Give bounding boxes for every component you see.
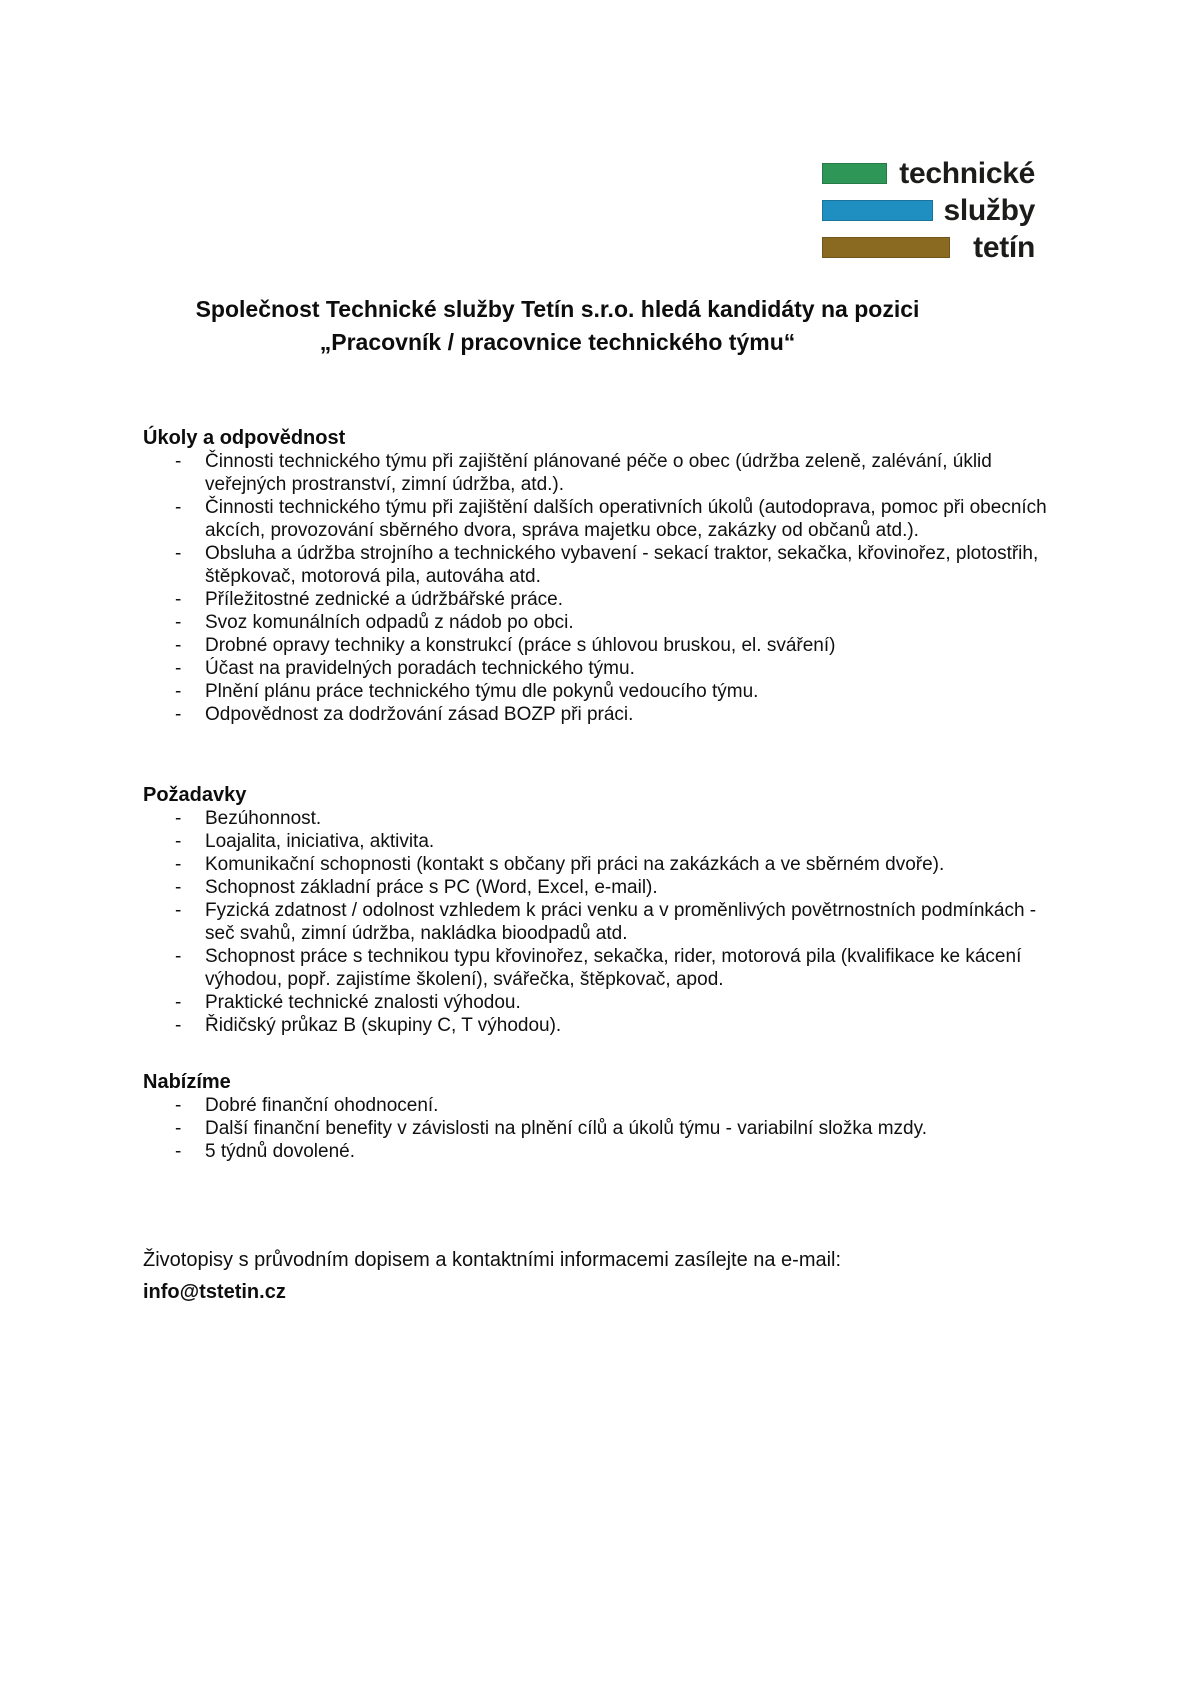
logo-bar-green [822,163,887,184]
list-item [143,1094,1055,1117]
bullet-dash: - [175,900,182,921]
section-offer [143,1071,1055,1163]
section-heading: Nabízíme [143,1071,231,1093]
list-item [143,496,1055,542]
bullet-dash: - [175,681,182,702]
list-item-text: Komunikační schopnosti (kontakt s občany při práci na zakázkách a ve sběrném dvoře). [205,854,945,875]
bullet-dash: - [175,831,182,852]
bullet-dash: - [175,877,182,898]
list-item-text: Drobné opravy techniky a konstrukcí (práce s úhlovou bruskou, el. sváření) [205,635,836,656]
bullet-dash: - [175,497,182,518]
bullet-dash: - [175,612,182,633]
section-heading: Požadavky [143,784,247,806]
list-item [143,853,1055,876]
list-item [143,542,1055,588]
title-line-2: „Pracovník / pracovnice technického týmu“ [319,329,796,355]
list-item [143,899,1055,945]
list-item [143,657,1055,680]
logo-row [822,155,1035,192]
list-item [143,611,1055,634]
bullet-dash: - [175,946,182,967]
list-item [143,1140,1055,1163]
bullet-dash: - [175,1118,182,1139]
list-item [143,450,1055,496]
list-item [143,991,1055,1014]
footer-email: info@tstetin.cz [143,1281,286,1303]
logo-label: technické [899,156,1035,190]
list-item [143,945,1055,991]
list-item-text: Příležitostné zednické a údržbářské práce. [205,589,564,610]
bullet-dash: - [175,1015,182,1036]
logo-label: tetín [973,230,1035,264]
list-item-text: Činnosti technického týmu při zajištění plánované péče o obec (údržba zeleně, zalévání, úklid veřejných prostranství, zimní údržba, atd.). [205,451,992,495]
logo-label: služby [943,193,1035,227]
list-item [143,588,1055,611]
title-line-1: Společnost Technické služby Tetín s.r.o. hledá kandidáty na pozici [195,296,920,322]
list-item-text: Schopnost práce s technikou typu křovinořez, sekačka, rider, motorová pila (kvalifikace ke kácení výhodou, popř. zajistíme školení), svářečka, štěpkovač, apod. [205,946,1022,990]
bullet-dash: - [175,1095,182,1116]
bullet-dash: - [175,635,182,656]
page-title [0,293,1115,359]
list-item-text: Další finanční benefity v závislosti na plnění cílů a úkolů týmu - variabilní složka mzdy. [205,1118,927,1139]
list-item-text: Bezúhonnost. [205,808,322,829]
logo-row [822,192,1035,229]
list-item-text: Řidičský průkaz B (skupiny C, T výhodou). [205,1015,562,1036]
list-item-text: Plnění plánu práce technického týmu dle pokynů vedoucího týmu. [205,681,759,702]
list-item-text: Obsluha a údržba strojního a technického vybavení - sekací traktor, sekačka, křovinořez, plotostřih, štěpkovač, motorová pila, autováha atd. [205,543,1039,587]
bullet-dash: - [175,451,182,472]
list-item-text: Fyzická zdatnost / odolnost vzhledem k práci venku a v proměnlivých povětrnostních podmínkách - seč svahů, zimní údržba, nakládka bioodpadů atd. [205,900,1037,944]
section-heading: Úkoly a odpovědnost [143,427,346,449]
list-item-text: Odpovědnost za dodržování zásad BOZP při práci. [205,704,634,725]
bullet-dash: - [175,854,182,875]
list-item [143,703,1055,726]
list-item-text: Svoz komunálních odpadů z nádob po obci. [205,612,574,633]
list-item [143,1117,1055,1140]
logo-bar-brown [822,237,950,258]
list-item-text: Dobré finanční ohodnocení. [205,1095,439,1116]
bullet-dash: - [175,808,182,829]
bullet-dash: - [175,992,182,1013]
bullet-dash: - [175,543,182,564]
list-item [143,1014,1055,1037]
list-item [143,807,1055,830]
bullet-dash: - [175,704,182,725]
company-logo [822,155,1035,266]
logo-row [822,229,1035,266]
list-item [143,830,1055,853]
bullet-dash: - [175,589,182,610]
footer-note: Životopisy s průvodním dopisem a kontaktními informacemi zasílejte na e-mail: [143,1249,842,1271]
bullet-list [143,450,1055,726]
list-item-text: Činnosti technického týmu při zajištění dalších operativních úkolů (autodoprava, pomoc při obecních akcích, provozování sběrného dvora, správa majetku obce, zakázky od občanů atd.). [205,497,1047,541]
list-item-text: Schopnost základní práce s PC (Word, Excel, e-mail). [205,877,658,898]
list-item-text: 5 týdnů dovolené. [205,1141,356,1162]
list-item-text: Praktické technické znalosti výhodou. [205,992,521,1013]
list-item [143,876,1055,899]
bullet-dash: - [175,658,182,679]
list-item [143,680,1055,703]
list-item [143,634,1055,657]
list-item-text: Účast na pravidelných poradách technického týmu. [205,658,635,679]
section-requirements [143,784,1055,1037]
section-tasks [143,427,1055,726]
list-item-text: Loajalita, iniciativa, aktivita. [205,831,435,852]
footer-contact [143,1244,1055,1308]
bullet-dash: - [175,1141,182,1162]
bullet-list [143,807,1055,1037]
logo-bar-blue [822,200,933,221]
bullet-list [143,1094,1055,1163]
